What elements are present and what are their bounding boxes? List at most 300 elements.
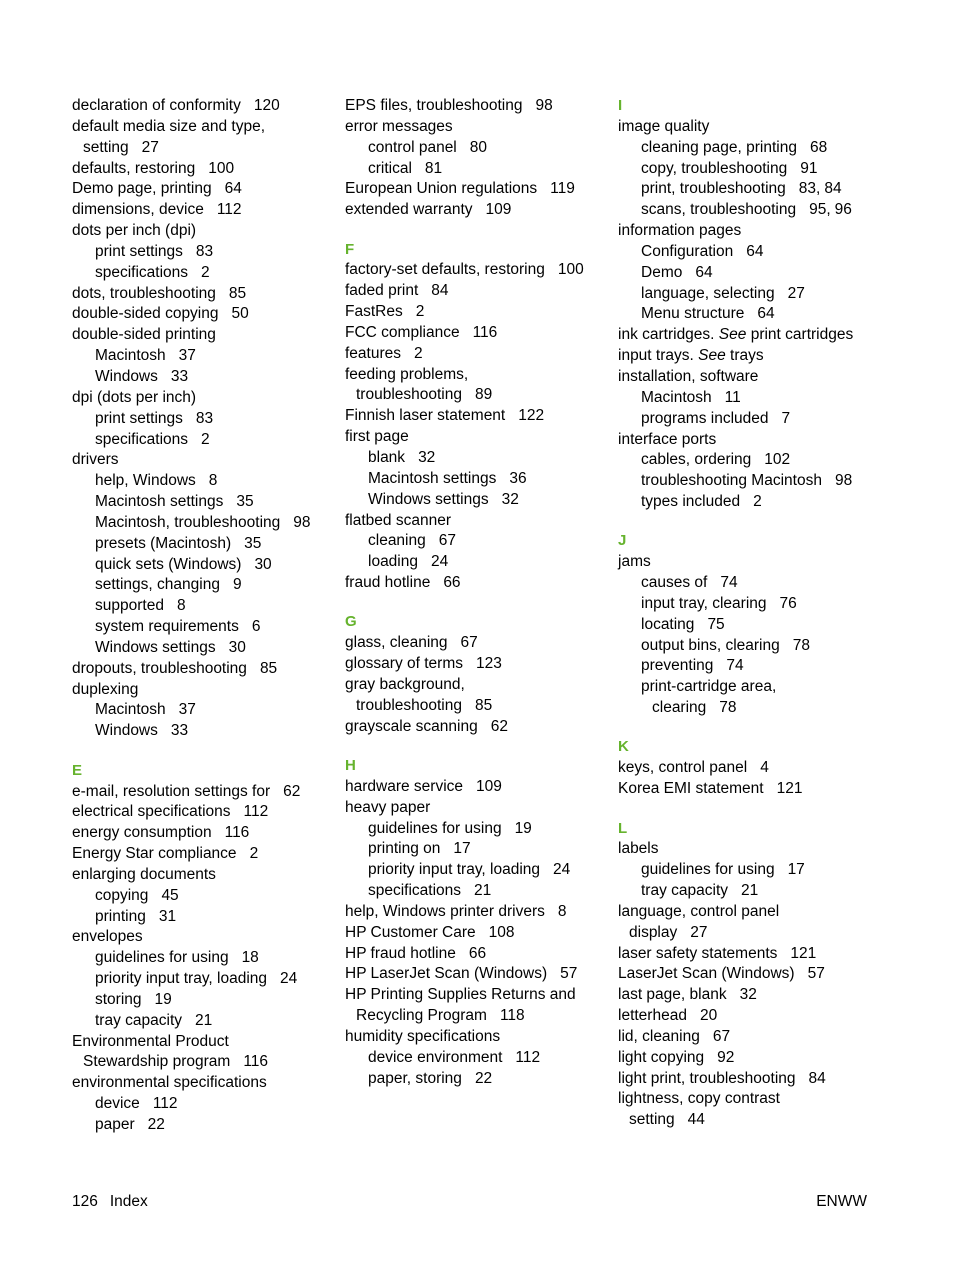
index-subentry [72,990,342,1011]
index-entry [618,552,888,573]
index-subentry [72,242,342,263]
index-subentry [618,1110,888,1131]
page-reference: 66 [443,574,461,592]
page-reference: 84 [824,180,842,198]
index-subentry [618,284,888,305]
index-term: printing [95,907,146,925]
page-reference: 85 [259,659,278,677]
index-term: lid, cleaning [618,1027,700,1045]
index-entry [618,1089,888,1110]
index-term: priority input tray, loading [368,861,541,879]
page-reference: 9 [232,576,242,594]
index-term: blank [368,449,406,466]
index-subentry [618,677,888,698]
index-letter-heading: E [72,761,83,779]
index-entry [345,985,615,1006]
index-term: locating [641,615,695,633]
index-term: grayscale scanning [345,717,478,735]
index-term: factory-set defaults, restoring [345,261,545,279]
index-term: copy, troubleshooting [641,159,788,177]
index-subentry [72,346,342,367]
page-reference: 62 [490,717,508,735]
index-subentry [345,696,615,717]
index-term: troubleshooting [356,386,462,404]
index-term: dots, troubleshooting [72,284,216,302]
index-term: preventing [641,657,714,675]
index-term: Finnish laser statement [345,407,506,425]
index-subentry [72,1094,342,1115]
page-reference: 76 [779,594,797,612]
index-entry [72,200,342,221]
index-term: specifications [95,430,189,448]
index-term: Macintosh settings [368,469,497,487]
page-reference: 67 [438,532,456,550]
page-reference: 2 [249,845,259,863]
index-term: print, troubleshooting [641,180,786,198]
index-term: drivers [72,451,119,469]
page-reference: 7 [781,409,791,427]
index-subentry [72,513,342,534]
index-entry [72,179,342,200]
index-subentry [345,385,615,406]
index-entry [345,344,615,365]
index-entry [345,302,615,323]
page-reference: 35 [244,534,262,552]
page-reference: 64 [695,263,713,281]
index-term: glass, cleaning [345,634,448,652]
index-term: Macintosh, troubleshooting [95,513,281,531]
index-entry [618,346,888,367]
index-term: copying [95,886,149,904]
index-term: heavy paper [345,798,431,816]
index-letter-heading: G [345,613,357,631]
page-reference: 81 [424,159,443,177]
index-letter-heading: K [618,738,629,756]
index-term: Windows settings [368,490,489,508]
index-term: input tray, clearing [641,594,767,612]
index-term: troubleshooting Macintosh [641,472,822,490]
page-footer-right: ENWW [816,1193,867,1210]
page-reference: 116 [224,824,250,842]
index-subentry [618,138,888,159]
index-term: dots per inch (dpi) [72,222,197,240]
page-reference: 8 [176,597,186,615]
index-entry [618,944,888,965]
index-entry [345,923,615,944]
index-subentry [72,409,342,430]
index-subentry [618,242,888,263]
index-term: setting [83,138,129,156]
page-reference: 74 [726,657,744,675]
index-term: Configuration [641,242,734,260]
index-term: electrical specifications [72,803,231,821]
page-reference: 64 [757,305,775,323]
index-subentry [618,573,888,594]
page-reference: 100 [208,159,235,177]
index-subentry [345,531,615,552]
page-reference: 121 [790,944,817,962]
index-entry [618,430,888,451]
index-term: dropouts, troubleshooting [72,659,247,677]
index-subentry [72,721,342,742]
page-reference: 85 [228,284,247,302]
index-entry [345,511,615,532]
page-reference: 19 [514,819,532,837]
page-reference: 37 [178,701,196,719]
index-term: hardware service [345,777,464,795]
index-term: Windows settings [95,638,216,656]
index-entry [345,964,615,985]
index-subentry [72,1052,342,1073]
page-reference: 112 [515,1048,541,1066]
page-reference: 98 [834,472,853,490]
index-subentry [72,596,342,617]
page-reference: 108 [488,923,515,941]
index-subentry [618,304,888,325]
index-term: causes of [641,574,708,592]
index-entry [345,323,615,344]
index-subentry [72,1115,342,1136]
index-entry [618,325,888,346]
page-reference: 78 [792,636,810,654]
index-subentry [345,159,615,180]
see-target: print cartridges [750,326,854,344]
index-term: EPS files, troubleshooting [345,97,523,114]
index-subentry [345,138,615,159]
index-term: last page, blank [618,986,727,1004]
index-letter-heading: I [618,97,623,114]
index-subentry [345,860,615,881]
page-reference: 109 [485,201,512,219]
index-term: gray background, [345,675,465,693]
index-term: feeding problems, [345,365,469,383]
index-term: language, control panel [618,902,780,920]
page-reference: 74 [720,574,738,592]
page-reference: 32 [418,449,436,466]
index-entry [72,96,342,117]
page-reference: 92 [717,1048,735,1066]
page-reference: 20 [699,1007,718,1025]
section-name: Index [109,1193,148,1210]
page-reference: 2 [753,493,762,511]
index-entry [72,844,342,865]
page-reference: 66 [468,944,487,962]
index-subentry [72,638,342,659]
index-subentry [345,469,615,490]
page-reference: 27 [141,138,159,156]
page-reference: 84 [431,282,449,300]
index-entry [618,221,888,242]
page-reference: 22 [474,1069,493,1087]
page-reference: 62 [283,782,301,800]
index-term: loading [368,553,418,571]
index-term: ink cartridges. [618,326,715,344]
page-footer-left [72,1192,148,1212]
index-entry [618,985,888,1006]
index-term: HP Customer Care [345,923,476,941]
page-reference: 78 [719,699,737,717]
index-term: light print, troubleshooting [618,1069,796,1087]
index-subentry [72,430,342,451]
index-term: Korea EMI statement [618,780,764,798]
page-reference: 17 [453,840,471,858]
index-term: quick sets (Windows) [95,555,242,573]
index-term: guidelines for using [368,819,502,837]
index-term: first page [345,428,409,446]
page-reference: 122 [518,407,545,425]
index-term: programs included [641,409,769,427]
page-reference: 119 [550,180,575,198]
page-reference: 21 [195,1011,213,1029]
index-subentry [618,200,888,221]
page-reference: 27 [787,284,805,302]
page-reference: 37 [178,347,196,365]
index-entry [345,798,615,819]
index-subentry [618,594,888,615]
index-term: specifications [95,263,189,281]
index-subentry [72,969,342,990]
index-term: LaserJet Scan (Windows) [618,965,795,983]
index-subentry [618,636,888,657]
index-entry [72,284,342,305]
index-entry [345,944,615,965]
index-term: energy consumption [72,824,212,842]
index-term: device [95,1095,140,1113]
page-reference: 22 [147,1116,165,1133]
index-term: default media size and type, [72,117,266,135]
index-term: environmental specifications [72,1074,267,1092]
page-reference: 75 [707,615,725,633]
index-entry [618,902,888,923]
page-reference: 17 [787,861,805,879]
index-entry [72,117,342,138]
page-reference: 83, [798,180,821,198]
index-subentry [618,881,888,902]
index-term: Macintosh [95,347,166,365]
index-subentry [345,552,615,573]
index-term: keys, control panel [618,759,748,777]
see-reference: See [718,326,747,344]
index-term: FCC compliance [345,323,460,341]
index-column-1 [72,96,342,1136]
index-term: cleaning [368,532,426,550]
index-entry [345,1027,615,1048]
page-reference: 123 [476,655,502,673]
index-subentry [618,263,888,284]
page-reference: 120 [253,97,280,114]
page-reference: 31 [158,907,177,925]
index-term: light copying [618,1048,705,1066]
index-term: Menu structure [641,305,745,323]
index-term: print-cartridge area, [641,678,777,696]
page-reference: 80 [469,138,488,156]
page-reference: 19 [154,990,172,1008]
index-term: paper, storing [368,1069,462,1087]
index-subentry [618,698,888,719]
index-entry [618,1027,888,1048]
page-reference: 21 [474,882,492,900]
index-term: troubleshooting [356,696,462,714]
index-term: installation, software [618,367,759,385]
page-reference: 89 [475,386,493,404]
index-term: HP LaserJet Scan (Windows) [345,965,548,983]
index-term: e-mail, resolution settings for [72,782,271,800]
index-letter-heading: H [345,756,356,774]
index-entry [345,902,615,923]
index-term: declaration of conformity [72,97,241,114]
page-reference: 32 [501,490,519,508]
index-subentry [72,907,342,928]
index-term: input trays. [618,347,694,365]
index-term: glossary of terms [345,655,464,673]
page-reference: 2 [414,344,423,362]
page-reference: 24 [553,861,571,879]
page-reference: 57 [560,965,578,983]
index-subentry [345,1069,615,1090]
index-entry [345,281,615,302]
index-term: duplexing [72,680,139,698]
index-term: envelopes [72,928,143,946]
page-reference: 112 [243,803,269,821]
index-term: specifications [368,882,462,900]
page-reference: 102 [764,451,791,469]
index-term: image quality [618,117,710,135]
index-term: paper [95,1116,135,1133]
index-entry [72,865,342,886]
index-term: fraud hotline [345,574,431,592]
index-term: error messages [345,117,453,135]
page-reference: 45 [161,886,179,904]
index-term: tray capacity [641,882,729,900]
index-term: laser safety statements [618,944,778,962]
index-term: Windows [95,722,158,740]
index-term: supported [95,597,164,615]
index-term: print settings [95,409,183,427]
page-reference: 24 [280,970,298,988]
index-subentry [345,448,615,469]
page-reference: 2 [201,430,210,448]
page-reference: 24 [431,553,449,571]
index-term: system requirements [95,618,239,636]
index-term: print settings [95,242,183,260]
index-term: help, Windows [95,472,196,490]
index-entry [345,117,615,138]
index-subentry [618,923,888,944]
page-reference: 118 [499,1007,525,1025]
index-term: Demo [641,263,683,281]
index-term: jams [618,553,651,571]
page-reference: 21 [741,882,759,900]
page-reference: 84 [808,1069,826,1087]
index-subentry [72,471,342,492]
index-subentry [345,1048,615,1069]
index-term: labels [618,840,659,858]
index-entry [345,365,615,386]
index-term: Environmental Product [72,1032,229,1050]
index-entry [72,927,342,948]
index-subentry [345,839,615,860]
index-term: setting [629,1111,675,1129]
index-entry [345,777,615,798]
index-entry [72,823,342,844]
index-term: dpi (dots per inch) [72,388,197,406]
index-term: clearing [652,699,707,717]
index-entry [72,1032,342,1053]
page-reference: 33 [170,722,189,740]
index-entry [72,325,342,346]
page-reference: 64 [746,242,764,260]
page-reference: 33 [170,367,189,385]
index-term: humidity specifications [345,1027,501,1045]
index-term: extended warranty [345,201,473,219]
index-entry [618,758,888,779]
index-entry [345,406,615,427]
index-term: dimensions, device [72,201,204,219]
index-entry [72,159,342,180]
index-term: priority input tray, loading [95,970,268,988]
index-entry [618,964,888,985]
page-reference: 67 [712,1027,731,1045]
index-term: device environment [368,1048,503,1066]
index-term: output bins, clearing [641,636,780,654]
index-term: flatbed scanner [345,511,451,529]
index-column-2 [345,96,615,1089]
page-reference: 30 [254,555,272,573]
index-subentry [618,409,888,430]
page-reference: 11 [724,388,741,406]
index-entry [72,221,342,242]
index-term: cables, ordering [641,451,752,469]
index-term: HP Printing Supplies Returns and [345,986,576,1004]
page-reference: 109 [476,777,502,795]
page-reference: 8 [208,472,218,490]
index-entry [72,304,342,325]
index-term: faded print [345,282,419,300]
page-reference: 36 [509,469,527,487]
index-subentry [72,138,342,159]
index-subentry [618,179,888,200]
index-subentry [618,615,888,636]
page-number: 126 [72,1193,98,1210]
index-entry [345,573,615,594]
page-reference: 6 [251,618,261,636]
page-reference: 116 [243,1053,269,1071]
index-subentry [72,948,342,969]
index-entry [345,179,615,200]
index-letter-heading: J [618,532,627,550]
index-subentry [618,388,888,409]
index-entry [72,680,342,701]
index-term: Demo page, printing [72,180,212,198]
index-term: FastRes [345,303,403,321]
index-entry [345,633,615,654]
index-term: Macintosh [95,701,166,719]
index-term: language, selecting [641,284,775,302]
index-subentry [618,450,888,471]
index-subentry [618,159,888,180]
index-term: guidelines for using [95,949,229,967]
index-term: features [345,344,402,362]
page-reference: 8 [557,902,567,920]
index-subentry [345,881,615,902]
index-entry [618,1006,888,1027]
index-term: printing on [368,840,441,858]
index-term: Macintosh settings [95,493,224,511]
index-term: critical [368,159,412,177]
index-entry [345,675,615,696]
page-reference: 57 [807,965,825,983]
index-subentry [72,263,342,284]
